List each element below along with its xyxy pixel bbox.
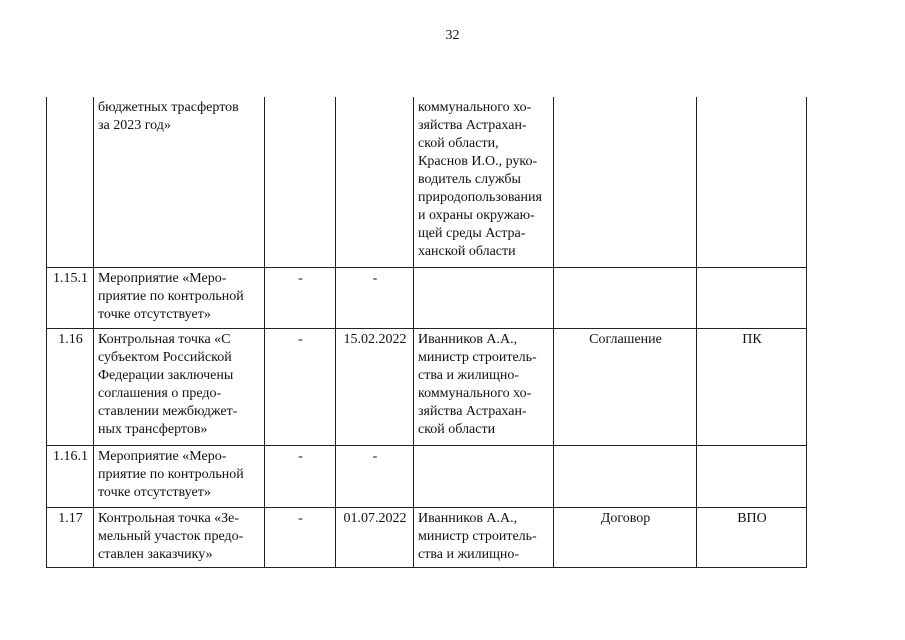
name-cell: Контрольная точка «Зе- мельный участок предо- ставлен заказчику»: [94, 507, 265, 567]
document-cell: Соглашение: [554, 328, 697, 445]
start-date-cell: -: [265, 507, 336, 567]
responsible-cell: коммунального хо- зяйства Астрахан- ской области, Краснов И.О., руко- водитель службы природопользования и охраны окружаю- щей среды Астра- ханской области: [414, 97, 554, 267]
responsible-cell: [414, 267, 554, 328]
responsible-cell: [414, 445, 554, 507]
responsible-cell: Иванников А.А., министр строитель- ства и жилищно- коммунального хо- зяйства Астрахан- ской области: [414, 328, 554, 445]
table-row: [47, 97, 807, 267]
table-row: [47, 267, 807, 328]
document-cell: [554, 267, 697, 328]
control-points-table: [46, 97, 807, 568]
table-row: [47, 507, 807, 567]
end-date-cell: -: [336, 445, 414, 507]
row-number-cell: 1.16.1: [47, 445, 94, 507]
code-cell: ВПО: [697, 507, 807, 567]
end-date-cell: 01.07.2022: [336, 507, 414, 567]
document-cell: Договор: [554, 507, 697, 567]
row-number-cell: 1.17: [47, 507, 94, 567]
end-date-cell: -: [336, 267, 414, 328]
responsible-cell: Иванников А.А., министр строитель- ства и жилищно-: [414, 507, 554, 567]
table-row: [47, 445, 807, 507]
name-cell: Мероприятие «Меро- приятие по контрольной точке отсутствует»: [94, 267, 265, 328]
page-number: 32: [445, 28, 460, 43]
name-cell: Мероприятие «Меро- приятие по контрольной точке отсутствует»: [94, 445, 265, 507]
row-number-cell: 1.16: [47, 328, 94, 445]
code-cell: [697, 267, 807, 328]
end-date-cell: 15.02.2022: [336, 328, 414, 445]
name-cell: Контрольная точка «С субъектом Российской Федерации заключены соглашения о предо- ставлении межбюджет- ных трансфертов»: [94, 328, 265, 445]
end-date-cell: [336, 97, 414, 267]
name-cell: бюджетных трасфертов за 2023 год»: [94, 97, 265, 267]
code-cell: [697, 445, 807, 507]
row-number-cell: 1.15.1: [47, 267, 94, 328]
row-number-cell: [47, 97, 94, 267]
start-date-cell: -: [265, 328, 336, 445]
code-cell: [697, 97, 807, 267]
document-cell: [554, 445, 697, 507]
start-date-cell: [265, 97, 336, 267]
start-date-cell: -: [265, 445, 336, 507]
start-date-cell: -: [265, 267, 336, 328]
document-cell: [554, 97, 697, 267]
table-row: [47, 328, 807, 445]
code-cell: ПК: [697, 328, 807, 445]
